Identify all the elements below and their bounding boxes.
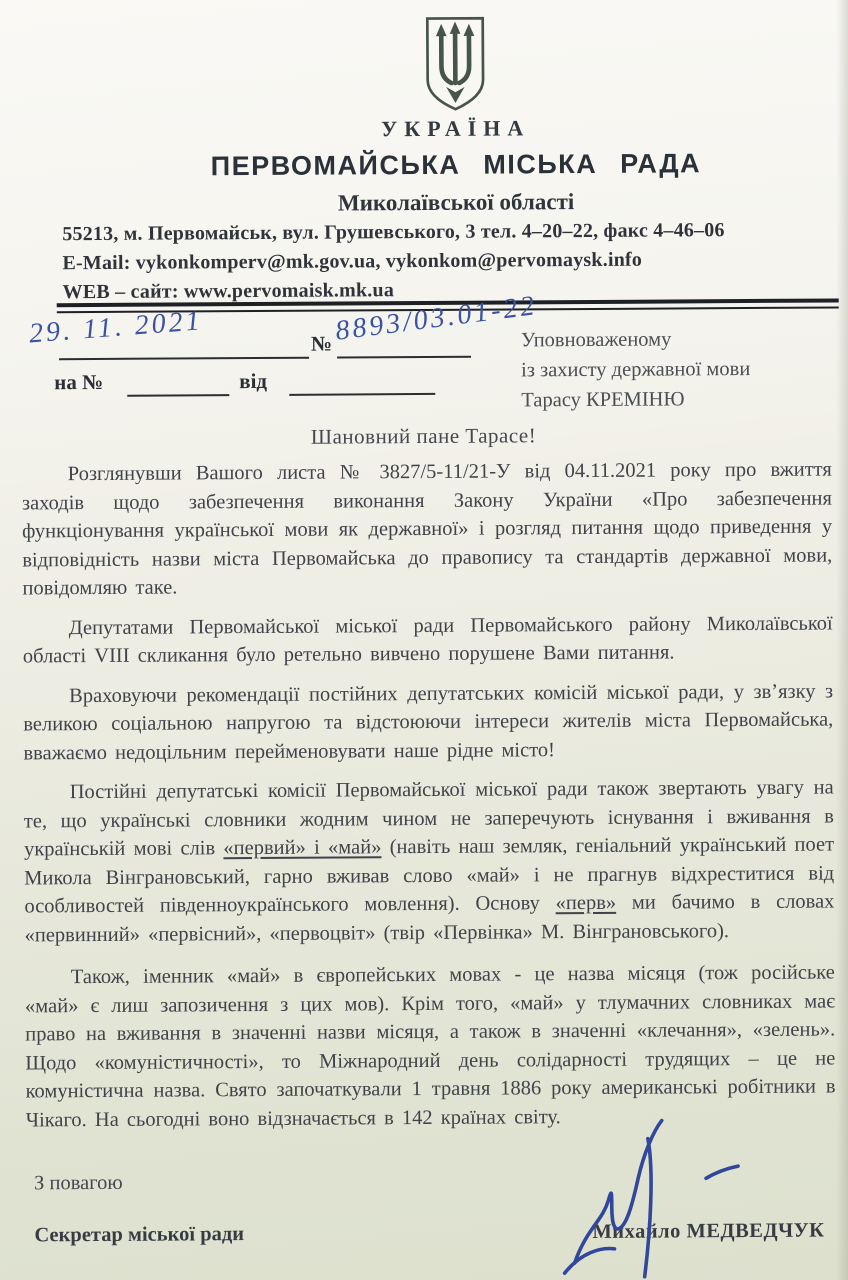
- contact-block: [62, 216, 725, 307]
- reply-date-blank-line: [289, 393, 435, 396]
- letterhead: [31, 0, 848, 218]
- handwritten-date: 29. 11. 2021: [27, 305, 204, 350]
- number-blank-line: [337, 356, 471, 359]
- signer-name: Михайло МЕДВЕДЧУК: [592, 1219, 825, 1243]
- salutation: Шановний пане Тарасе!: [310, 423, 537, 449]
- signer-position: Секретар міської ради: [34, 1223, 245, 1247]
- underlined-words-pervyi-mai: «первий» і «май»: [223, 836, 382, 860]
- paragraph-4-text: ми бачимо в словах «первинний» «первісний», «первоцвіт» (твір «Первінка» М. Вінграновського).: [24, 890, 835, 946]
- reply-to-number-label: на №: [54, 369, 104, 395]
- handwritten-outgoing-number: 8893/03.01-22: [333, 290, 540, 347]
- body-paragraph-1: Розглянувши Вашого листа № 3827/5-11/21-У від 04.11.2021 року про вжиття заходів щодо забезпечення виконання Закону України «Про забезпечення функціонування української мови як державної» і розгляд питання щодо приведення у відповідність назви міста Первомайська до правопису та стандартів державної мови, повідомляю таке.: [21, 458, 833, 600]
- addressee-name: Тарасу КРЕМІНЮ: [521, 388, 685, 412]
- body-paragraph-3: Враховуючи рекомендації постійних депутатських комісій міської ради, у зв’язку з великою соціальною напругою та відстоюючи інтереси жителів міста Первомайська, вважаємо недоцільним перейменовувати наше рідне місто!: [23, 680, 834, 764]
- postal-address: 55213, м. Первомайськ, вул. Грушевського, 3 тел. 4–20–22, факс 4–46–06: [62, 219, 725, 246]
- closing-regards: З повагою: [34, 1171, 123, 1195]
- website-line: WEB – сайт: www.pervomaisk.mk.ua: [62, 279, 395, 304]
- letter-body: [22, 456, 836, 1135]
- organization-region: Миколаївської області: [337, 189, 575, 216]
- trident-of-ukraine-icon: [416, 14, 495, 114]
- date-blank-line: [59, 357, 309, 361]
- reply-number-blank-line: [127, 394, 229, 397]
- addressee-office: із захисту державної мови: [521, 358, 751, 382]
- number-sign-label: №: [310, 331, 333, 356]
- body-paragraph-2: Депутатами Первомайської міської ради Первомайського району Миколаївської області VIII скликання було ретельно вивчено порушене Вами питання.: [22, 612, 833, 668]
- addressee-block: [521, 324, 751, 415]
- body-paragraph-5: Також, іменник «май» в європейських мовах - це назва місяця (тож російське «май» є лиш запозичення з цих мов). Крім того, «май» у тлумачних словниках має право на вживання в значенні назви місяця, а також в значенні «клечання», «зелень». Щодо «комуністичності», то Міжнародний день солідарності трудящих – це не комуністична назва. Свято започаткували 1 травня 1886 року американські робітники в Чікаго. На сьогодні воно відзначається в 142 країнах світу.: [24, 961, 836, 1131]
- organization-name: ПЕРВОМАЙСЬКА МІСЬКА РАДА: [210, 148, 702, 182]
- email-line: E-Mail: vykonkomperv@mk.gov.ua, vykonkom@pervomaysk.info: [62, 248, 643, 275]
- handwritten-signature: [556, 1110, 787, 1279]
- paragraph-4-text: (навіть наш земляк, геніальний український поет Микола Вінграновський, гарно вживав слово «май» і не прагнув відхреститися від особливостей південноукраїнського мовлення). Основу: [24, 833, 835, 918]
- country-name: УКРАЇНА: [380, 115, 531, 142]
- reply-from-date-label: від: [239, 368, 268, 394]
- underlined-root-perv: «перв»: [555, 891, 617, 915]
- addressee-title: Уповноваженому: [520, 328, 672, 352]
- paragraph-4-text: Постійні депутатські комісії Первомайської міської ради також звертають увагу на те, що українські словники жодним чином не заперечують існування і вживання в українській мові слів: [23, 776, 834, 861]
- body-paragraph-4: [24, 774, 835, 950]
